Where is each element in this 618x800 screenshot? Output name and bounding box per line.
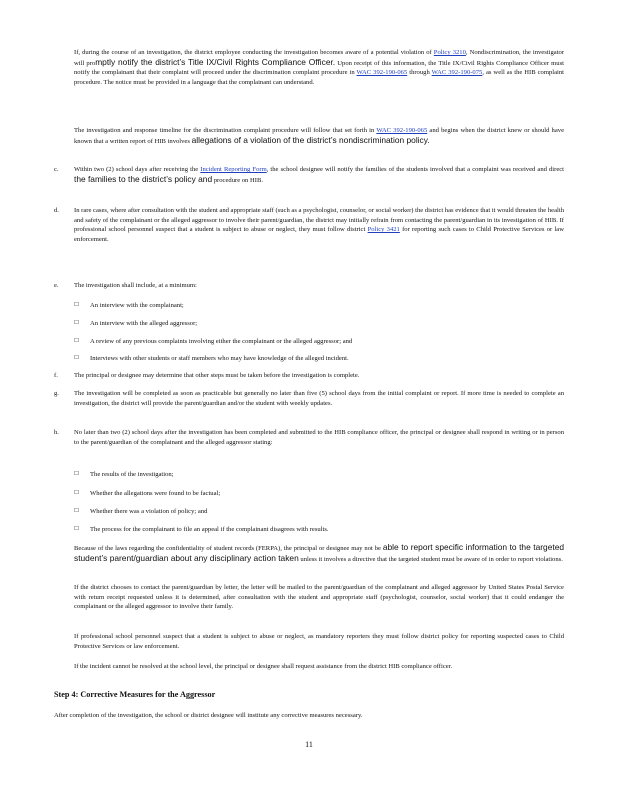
- incident-reporting-form-link[interactable]: Incident Reporting Form: [200, 166, 267, 173]
- item-d-text: In rare cases, where after consultation with the student and appropriate staff (such as a psychologist, counselor, or social worker) the district has evidence that it would threaten the health and safety of the complainant or the alleged aggressor to involve their parent/guardian, the district may initially refrain from contacting the parent/guardian in its investigation of HIB. If professional school personnel suspect that a student is subject to abuse or neglect, they must follow district Policy 3421 for reporting such cases to Child Protective Services or law enforcement.: [74, 207, 564, 243]
- square-bullet-icon: ☐: [74, 508, 79, 514]
- paragraph-investigator-notice: If, during the course of an investigation, the district employee conducting the investigation becomes aware of a potential violation of Policy 3210, Nondiscrimination, the investigator will promptly notify the district’s Title IX/Civil Rights Compliance Officer. Upon receipt of this information, the Title IX/Civil Rights Compliance Officer must notify the complainant that their complaint will proceed under the discrimination complaint procedure in WAC 392-190-065 through WAC 392-190-075, as well as the HIB complaint procedure. The notice must be provided in a language that the complainant can understand.: [74, 49, 565, 86]
- ferpa-paragraph: Because of the laws regarding the confidentiality of student records (FERPA), the principal or designee may not be able to report specific information to the targeted student’s parent/guardian about any disciplinary action taken unless it involves a directive that the targeted student must be aware of in order to report violations.: [74, 542, 565, 563]
- square-bullet-icon: ☐: [74, 320, 79, 326]
- square-bullet-icon: ☐: [74, 526, 79, 532]
- paragraph-response-timeline: The investigation and response timeline for the discrimination complaint procedure will follow that set forth in WAC 392-190-065 and begins when the district knew or should have known that a written report of HIB involves allegations of a violation of the district’s nondiscrimination policy.: [74, 127, 564, 145]
- item-label-g: g.: [54, 390, 59, 397]
- step-4-heading: Step 4: Corrective Measures for the Aggressor: [54, 690, 216, 699]
- step-4-text: After completion of the investigation, the school or district designee will institute any corrective measures necessary.: [54, 712, 363, 719]
- item-label-e: e.: [54, 282, 59, 289]
- item-label-d: d.: [54, 207, 59, 214]
- policy-3210-link[interactable]: Policy 3210: [433, 49, 466, 56]
- page-number: 11: [305, 740, 313, 749]
- item-f-text: The principal or designee may determine that other steps must be taken before the investigation is complete.: [74, 372, 360, 379]
- square-bullet-icon: ☐: [74, 302, 79, 308]
- item-label-f: f.: [54, 372, 58, 379]
- wac-392-190-065-link[interactable]: WAC 392-190-065: [356, 69, 408, 77]
- letter-mailing-paragraph: If the district chooses to contact the parent/guardian by letter, the letter will be mailed to the parent/guardian of the complainant and alleged aggressor by United States Postal Service with return receipt requested unless it is determined, after consultation with the student and appropriate staff (psychologist, counselor, social worker) that it could endanger the complainant or the alleged aggressor to involve their family.: [74, 584, 564, 611]
- wac-392-190-0065-link[interactable]: WAC 392-190-065: [376, 127, 428, 134]
- item-h-intro: No later than two (2) school days after the investigation has been completed and submitted to the HIB compliance officer, the principal or designee shall respond in writing or in person to the parent/guardian of the complainant and the alleged aggressor stating:: [74, 429, 564, 446]
- item-g-text: The investigation will be completed as soon as practicable but generally no later than five (5) school days from the initial complaint or report. If more time is needed to complete an investigation, the district will provide the parent/guardian and/or the student with weekly updates.: [74, 390, 564, 407]
- wac-392-190-075-link[interactable]: WAC 392-190-075: [431, 69, 483, 77]
- item-label-h: h.: [54, 429, 59, 436]
- mandatory-reporter-paragraph: If professional school personnel suspect that a student is subject to abuse or neglect, as mandatory reporters they must follow district policy for reporting suspected cases to Child Protective Services or law enforcement.: [74, 633, 564, 650]
- unresolved-incident-paragraph: If the incident cannot be resolved at the school level, the principal or designee shall request assistance from the district HIB compliance officer.: [74, 663, 453, 670]
- document-page: If, during the course of an investigation, the district employee conducting the investigation becomes aware of a potential violation of Policy 3210, Nondiscrimination, the investigator will promptly notify the district’s Title IX/Civil Rights Compliance Officer. Upon receipt of this information, the Title IX/Civil Rights Compliance Officer must notify the complainant that their complaint will proceed under the discrimination complaint procedure in WAC 392-190-065 through WAC 392-190-075, as well as the HIB complaint procedure. The notice must be provided in a language that the complainant can understand. The investigation and response timeline for the discrimination complaint procedure will follow that set forth in WAC 392-190-065 and begins when the district knew or should have known that a written report of HIB involves allegations of a violation of the district’s nondiscrimination policy. c. Within two (2) school days after receiving the Incident Reporting Form, the school designee will notify the families of the students involved that a complaint was received and direct the families to the district’s policy and procedure on HIB. d. In rare cases, where after consultation with the student and appropriate staff (such as a psychologist, counselor, or social worker) the district has evidence that it would threaten the health and safety of the complainant or the alleged aggressor to involve their parent/guardian, the district may initially refrain from contacting the parent/guardian in its investigation of HIB. If professional school personnel suspect that a student is subject to abuse or neglect, they must follow district Policy 3421 for reporting such cases to Child Protective Services or law enforcement. e. The investigation shall include, at a minimum: ☐ An interview with the complainant; ☐ An interview with the alleged aggressor; ☐ A review of any previous complaints involving either the complainant or the alleged aggressor; and ☐ Interviews with other students or staff members who may have knowledge of the alleged incident. f. The principal or designee may determine that other steps must be taken before the investigation is complete. g. The investigation will be completed as soon as practicable but generally no later than five (5) school days from the initial complaint or report. If more time is needed to complete an investigation, the district will provide the parent/guardian and/or the student with weekly updates. h. No later than two (2) school days after the investigation has been completed and submitted to the HIB compliance officer, the principal or designee shall respond in writing or in person to the parent/guardian of the complainant and the alleged aggressor stating: ☐ The results of the investigation; ☐ Whether the allegations were found to be factual; ☐ Whether there was a violation of policy; and ☐ The process for the complainant to file an appeal if the complainant disagrees with results. Because of the laws regarding the confidentiality of student records (FERPA), the principal or designee may not be able to report specific information to the targeted student’s parent/guardian about any disciplinary action taken unless it involves a directive that the targeted student must be aware of in order to report violations. If the district chooses to contact the parent/guardian by letter, the letter will be mailed to the parent/guardian of the complainant and alleged aggressor by United States Postal Service with return receipt requested unless it is determined, after consultation with the student and appropriate staff (psychologist, counselor, social worker) that it could endanger the complainant or the alleged aggressor to involve their family. If professional school personnel suspect that a student is subject to abuse or neglect, as mandatory reporters they must follow district policy for reporting suspected cases to Child Protective Services or law enforcement. If the incident cannot be resolved at the school level, the principal or designee shall request assistance from the district HIB compliance officer. Step 4: Corrective Measures for the Aggressor After completion of the investigation, the school or district designee will institute any corrective measures necessary. 11: [0, 0, 618, 800]
- square-bullet-icon: ☐: [74, 338, 79, 344]
- policy-3421-link[interactable]: Policy 3421: [367, 226, 400, 234]
- item-e-intro: The investigation shall include, at a minimum:: [74, 282, 197, 289]
- item-c-text: Within two (2) school days after receiving the Incident Reporting Form, the school designee will notify the families of the students involved that a complaint was received and direct the families to the district’s policy and procedure on HIB.: [74, 166, 565, 184]
- square-bullet-icon: ☐: [74, 471, 79, 477]
- item-label-c: c.: [54, 166, 59, 173]
- square-bullet-icon: ☐: [74, 355, 79, 361]
- square-bullet-icon: ☐: [74, 490, 79, 496]
